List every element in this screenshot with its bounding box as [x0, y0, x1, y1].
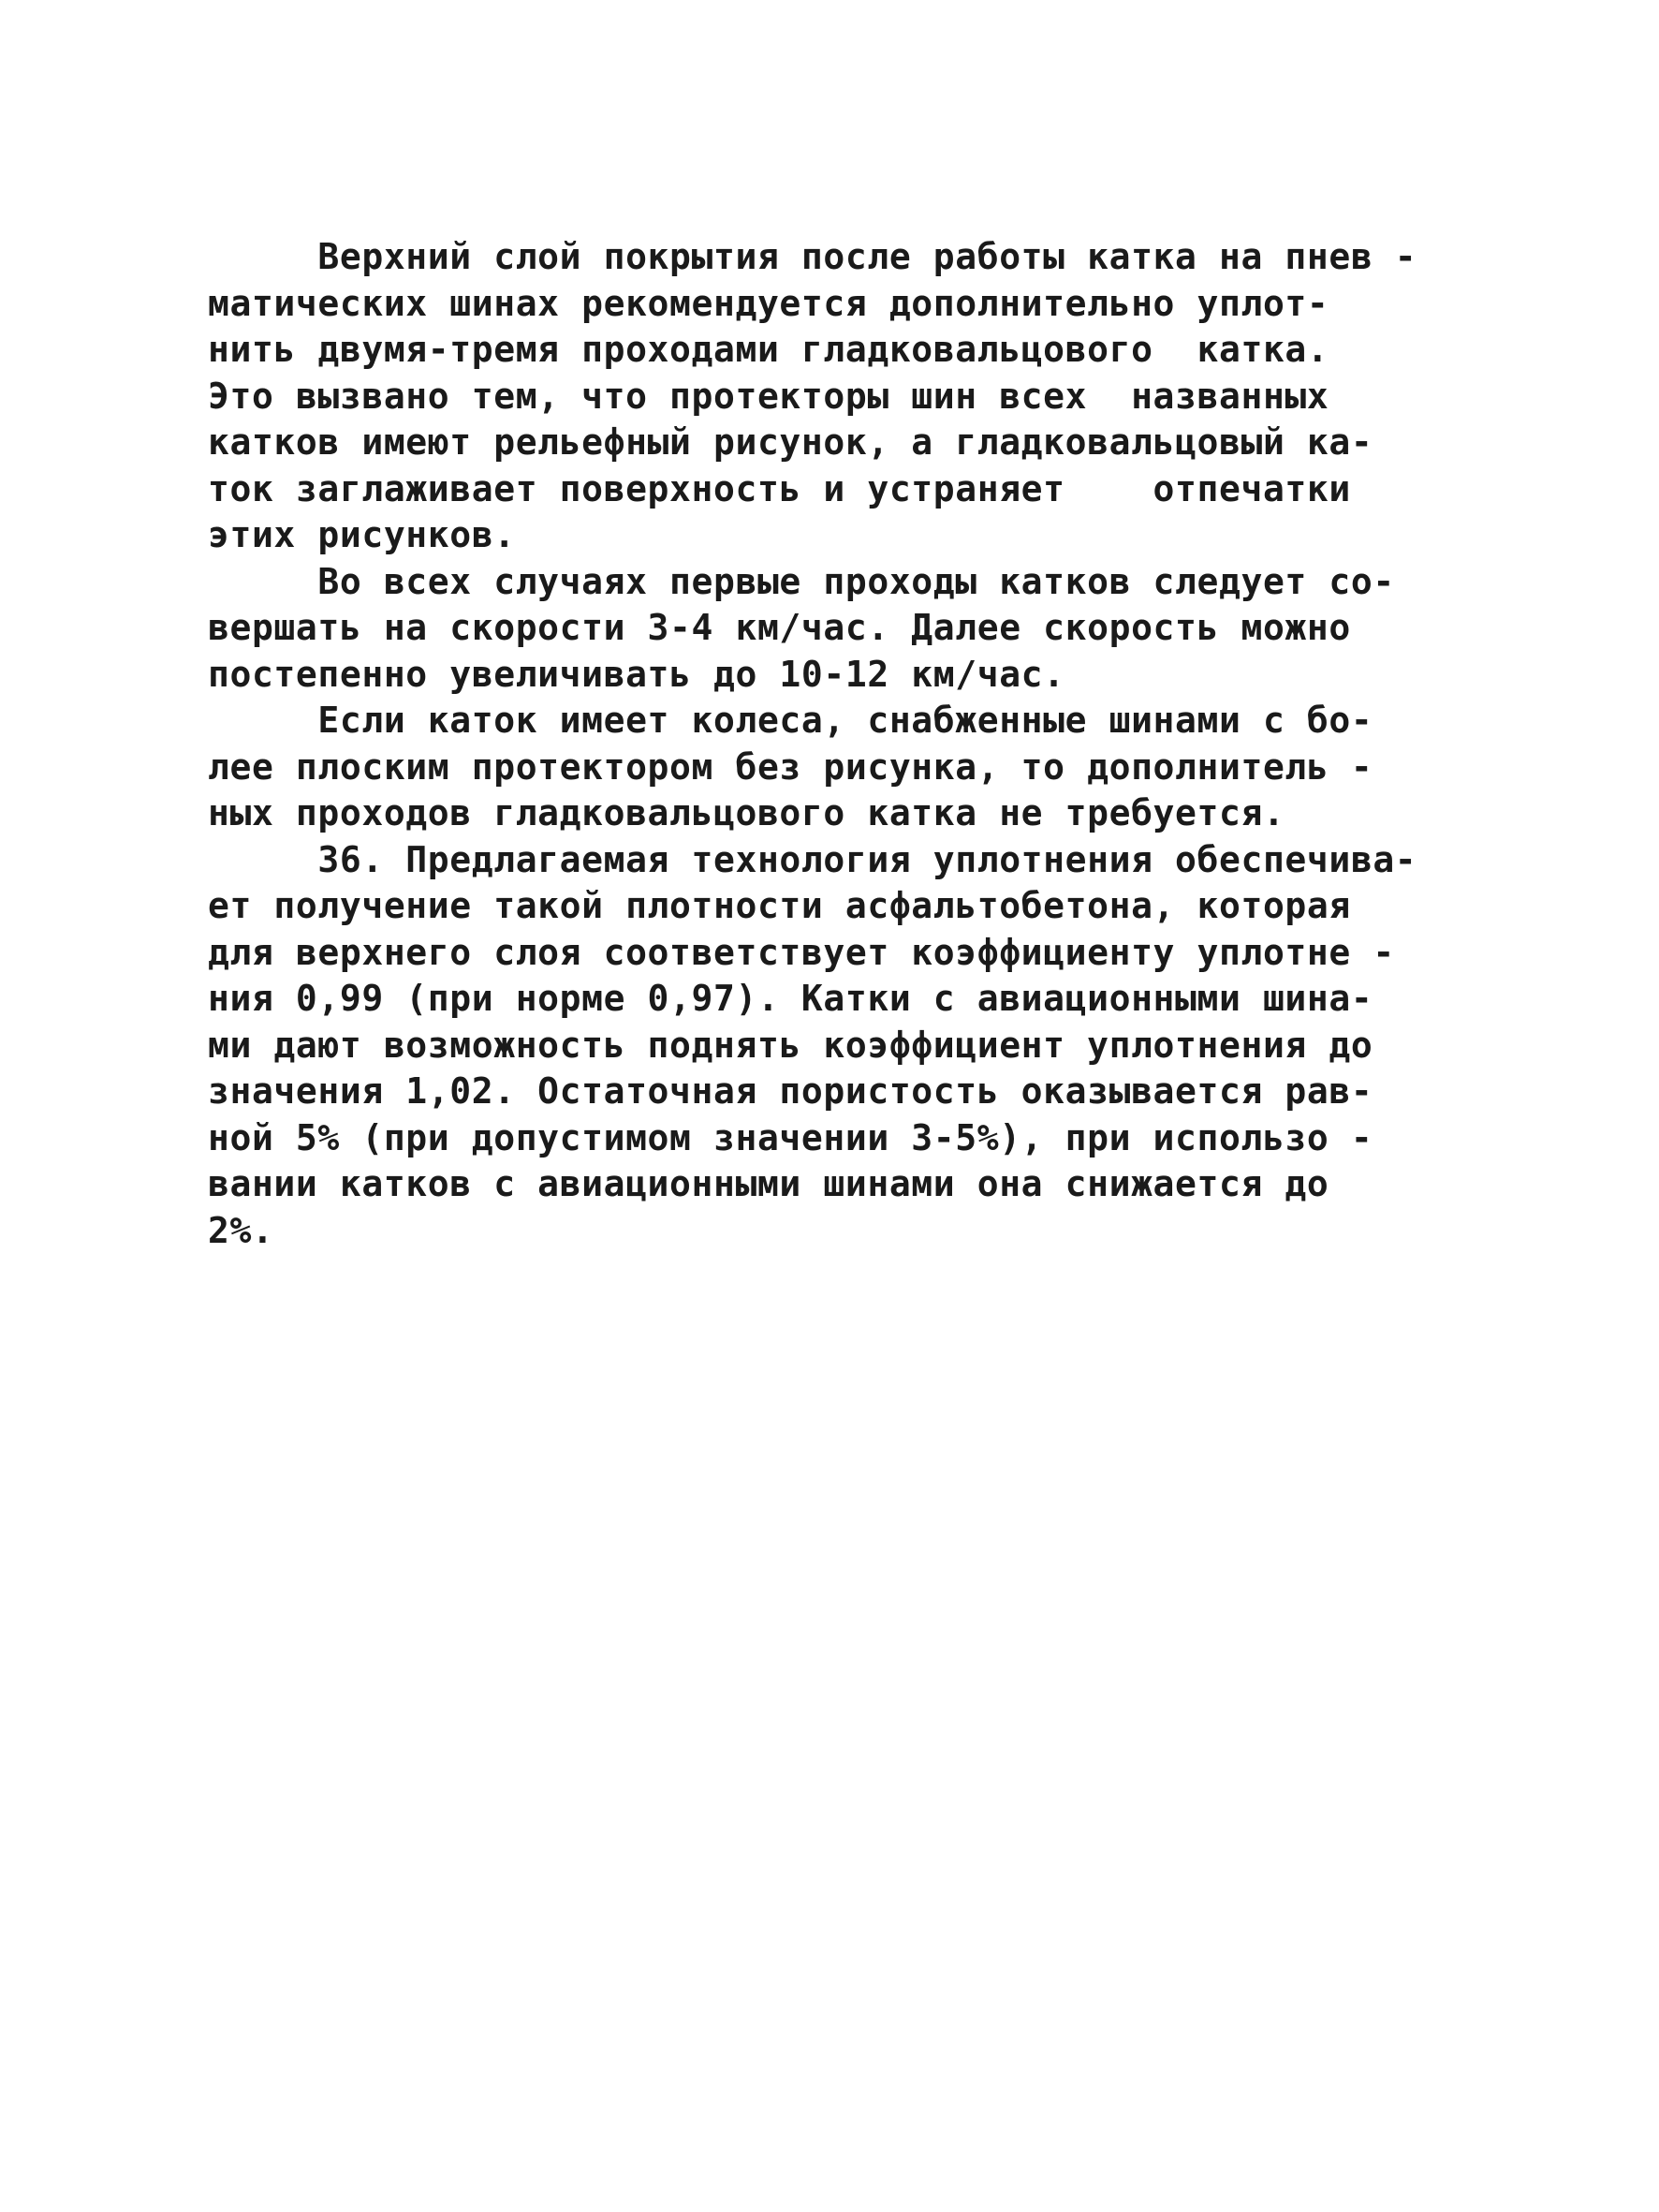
text-line: Во всех случаях первые проходы катков следует со- — [208, 560, 1395, 602]
text-line: Это вызвано тем, что протекторы шин всех названных — [208, 375, 1329, 417]
text-line: постепенно увеличивать до 10-12 км/час. — [208, 653, 1065, 695]
text-line: ния 0,99 (при норме 0,97). Катки с авиационными шина- — [208, 978, 1373, 1019]
text-line: нить двумя-тремя проходами гладковальцового катка. — [208, 329, 1329, 370]
text-line: Если каток имеет колеса, снабженные шинами с бо- — [208, 700, 1373, 741]
text-line: Верхний слой покрытия после работы катка на пнев - — [208, 236, 1417, 277]
text-line: ток заглаживает поверхность и устраняет отпечатки — [208, 467, 1351, 509]
text-line: лее плоским протектором без рисунка, то дополнитель - — [208, 745, 1373, 788]
text-line: ной 5% (при допустимом значении 3-5%), при использо - — [208, 1116, 1373, 1158]
text-line: ет получение такой плотности асфальтобетона, которая — [208, 885, 1351, 926]
text-line: этих рисунков. — [208, 514, 516, 555]
text-line: ми дают возможность поднять коэффициент уплотнения до — [208, 1024, 1373, 1066]
text-line: матических шинах рекомендуется дополнительно уплот- — [208, 282, 1329, 324]
text-line: вании катков с авиационными шинами она снижается до — [208, 1163, 1329, 1204]
text-line: 2%. — [208, 1209, 274, 1251]
body-text — [208, 234, 1453, 1254]
text-line: катков имеют рельефный рисунок, а гладковальцовый ка- — [208, 421, 1373, 463]
text-line: для верхнего слоя соответствует коэффициенту уплотне - — [208, 931, 1395, 973]
text-line: вершать на скорости 3-4 км/час. Далее скорость можно — [208, 607, 1351, 648]
text-line: значения 1,02. Остаточная пористость оказывается рав- — [208, 1070, 1373, 1112]
text-line: ных проходов гладковальцового катка не требуется. — [208, 792, 1285, 833]
text-line: 36. Предлагаемая технология уплотнения обеспечива- — [208, 838, 1417, 880]
